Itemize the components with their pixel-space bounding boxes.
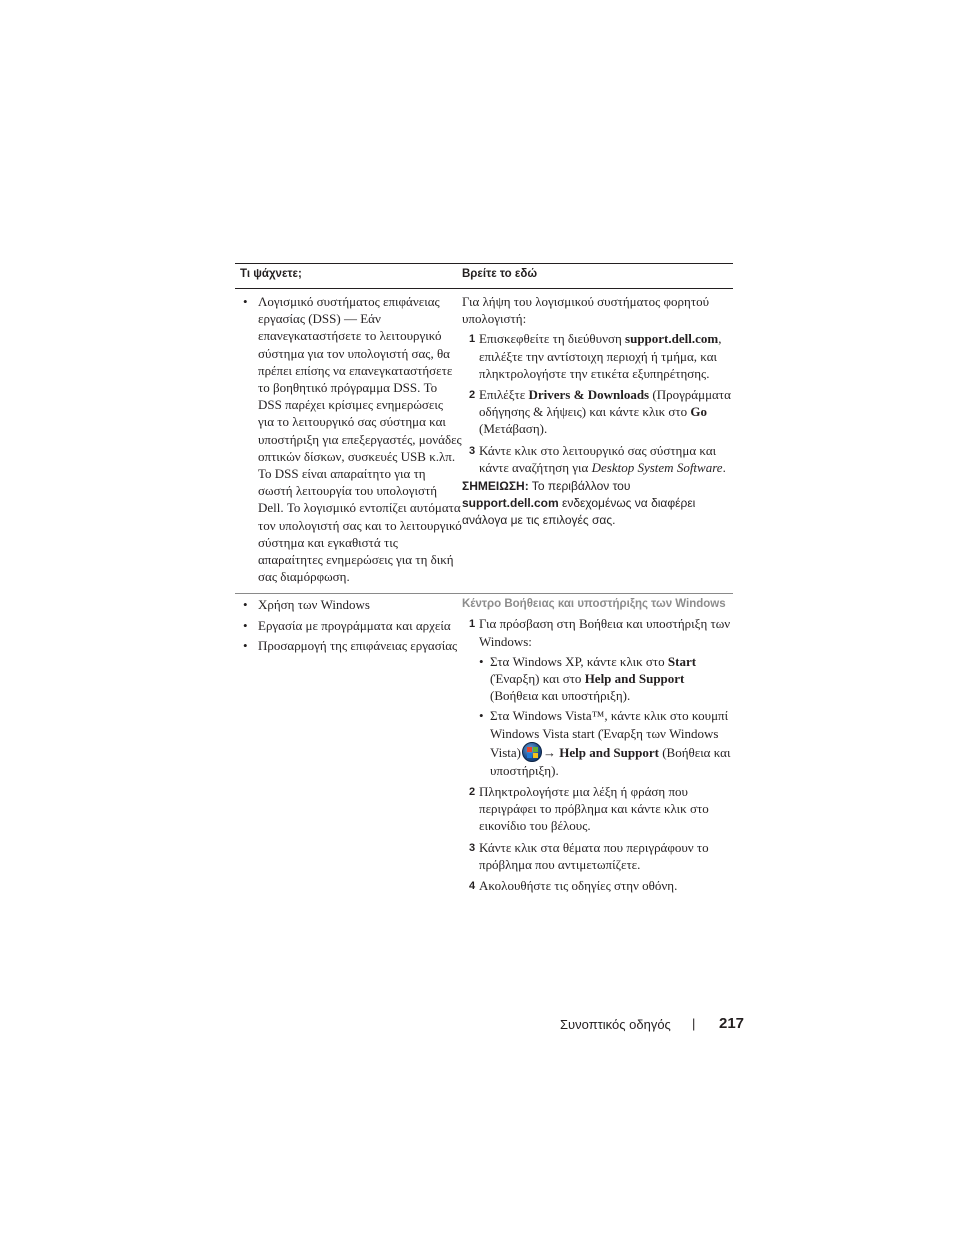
dss-steps: [462, 330, 733, 476]
support-link[interactable]: support.dell.com: [625, 331, 719, 347]
header-find-it-here: Βρείτε το εδώ: [462, 268, 538, 280]
row2-find-cell: [462, 596, 733, 898]
page-footer: [0, 1015, 954, 1035]
list-item: 1 Για πρόσβαση στη Βοήθεια και υποστήριξη των Windows: • Στα Windows XP, κάντε κλικ στο Start (Έναρξη) και στο Help and Support (Βοήθεια και υποστήριξη). • Στα Windows Vista™, κάντε κλικ στο κουμπί Windows Vista start (Έναρξη των Windows Vista) → Help and Support (Βοήθεια και υποστήριξη).: [462, 615, 733, 779]
dss-intro: Για λήψη του λογισμικού συστήματος φορητού υπολογιστή:: [462, 294, 709, 327]
list-item: 2 Επιλέξτε Drivers & Downloads (Προγράμματα οδήγησης & λήψεις) και κάντε κλικ στο Go (Μετάβαση).: [469, 387, 731, 437]
footer-separator: |: [692, 1016, 696, 1031]
note-url[interactable]: support.dell.com: [462, 496, 559, 511]
list-item: • Χρήση των Windows: [235, 596, 462, 613]
list-item: 3 Κάντε κλικ στο λειτουργικό σας σύστημα και κάντε αναζήτηση για Desktop System Software.: [469, 442, 726, 475]
row2-what-cell: [235, 596, 462, 898]
help-support-heading: Κέντρο Βοήθειας και υποστήριξης των Windows: [462, 598, 726, 611]
windows-start-icon: [522, 742, 542, 762]
dss-bullet: • Λογισμικό συστήματος επιφάνειας εργασίας (DSS) — Εάν επανεγκαταστήσετε το λειτουργικό σύστημα για τον υπολογιστή σας, θα πρέπει επίσης να επανεγκαταστήσετε το βοηθητικό πρόγραμμα DSS. Το DSS παρέχει κρίσιμες ενημερώσεις για το λειτουργικό σας σύστημα και υποστήριξη για επεξεργαστές, μονάδες οπτικών δίσκων, συσκευές USB κ.λπ. Το DSS είναι απαραίτητο για τη σωστή λειτουργία του υπολογιστή Dell. Το λογισμικό εντοπίζει αυτόματα τον υπολογιστή σας και το λειτουργικό σύστημα και εγκαθιστά τις απαραίτητες ενημερώσεις για τη δική σας διαμόρφωση.: [235, 293, 462, 585]
list-item: • Προσαρμογή της επιφάνειας εργασίας: [235, 637, 462, 654]
list-item: • Στα Windows XP, κάντε κλικ στο Start (Έναρξη) και στο Help and Support (Βοήθεια και υποστήριξη).: [479, 653, 733, 705]
dss-note: ΣΗΜΕΙΩΣΗ: Το περιβάλλον του support.dell.com ενδεχομένως να διαφέρει ανάλογα με τις επιλογές σας.: [462, 479, 696, 528]
table-row: [235, 594, 733, 898]
header-what-looking-for: Τι ψάχνετε;: [240, 268, 302, 280]
os-sublist: [479, 653, 733, 779]
footer-title: Συνοπτικός οδηγός: [560, 1017, 671, 1032]
arrow-icon: →: [543, 744, 556, 760]
table-row: [235, 289, 733, 594]
list-item: 2 Πληκτρολογήστε μια λέξη ή φράση που περιγράφει το πρόβλημα και κάντε κλικ στο εικονίδιο του βέλους.: [469, 784, 709, 834]
list-item: 1 Επισκεφθείτε τη διεύθυνση support.dell.com, επιλέξτε την αντίστοιχη περιοχή ή τμήμα, και πληκτρολογήστε την ετικέτα εξυπηρέτησης.: [469, 331, 722, 381]
row1-what-cell: [235, 293, 462, 588]
list-item: 3 Κάντε κλικ στα θέματα που περιγράφουν το πρόβλημα που αντιμετωπίζετε.: [469, 839, 709, 872]
help-steps: [462, 615, 733, 894]
list-item: • Εργασία με προγράμματα και αρχεία: [235, 617, 462, 634]
list-item: • Στα Windows Vista™, κάντε κλικ στο κουμπί Windows Vista start (Έναρξη των Windows Vista) → Help and Support (Βοήθεια και υποστήριξη).: [479, 707, 733, 779]
info-table: [235, 263, 733, 898]
table-header: [235, 264, 733, 289]
list-item: 4 Ακολουθήστε τις οδηγίες στην οθόνη.: [469, 878, 678, 894]
row1-find-cell: [462, 293, 733, 588]
page-number: 217: [719, 1015, 745, 1032]
note-label: ΣΗΜΕΙΩΣΗ:: [462, 479, 529, 494]
